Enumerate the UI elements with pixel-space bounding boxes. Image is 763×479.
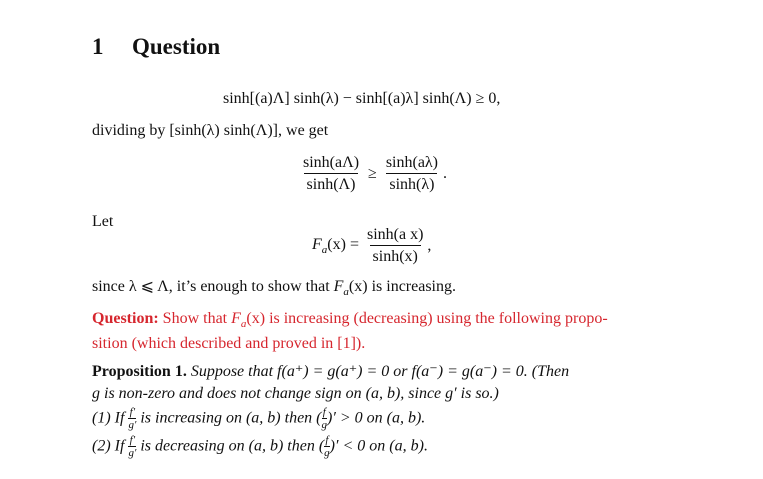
item-1-mid: is increasing on (a, b) then ( [136, 409, 322, 427]
proposition-block [92, 361, 569, 459]
since-line [92, 277, 456, 302]
proposition-line-1-text: Suppose that f(a⁺) = g(a⁺) = 0 or f(a⁻) = g(a⁻) = 0. (Then [186, 363, 570, 380]
eq2-right-fraction [383, 154, 441, 194]
proposition-item-2 [92, 435, 569, 459]
item-1-end: )′ > 0 on (a, b). [327, 409, 426, 427]
eq3-numerator: sinh(a x) [366, 226, 424, 243]
item-2-frac-num: f′ [129, 434, 136, 446]
item-2-frac-den: g′ [128, 447, 137, 459]
item-1-label: (1) [92, 409, 111, 427]
proposition-line-2: g is non-zero and does not change sign on (a, b), since g′ is so.) [92, 385, 499, 402]
question-text-post: (x) is increasing (decreasing) using the following propo- [246, 310, 608, 327]
eq3-fraction [364, 226, 426, 266]
section-number: 1 [92, 34, 104, 59]
question-block [92, 309, 608, 354]
eq2-right-denominator: sinh(λ) [386, 173, 437, 194]
since-line-pre: since λ ⩽ Λ, it’s enough to show that [92, 278, 334, 295]
since-line-F: F [333, 278, 344, 295]
eq2-left-numerator: sinh(aΛ) [303, 154, 360, 171]
question-text-pre: Show that [158, 310, 232, 327]
equation-2 [300, 154, 447, 194]
question-line-1 [92, 309, 608, 334]
since-line-F-sub: a [343, 286, 349, 299]
eq2-relation: ≥ [368, 165, 377, 182]
dividing-text [92, 121, 328, 141]
equation-3 [312, 226, 431, 266]
eq3-trail: , [427, 237, 432, 254]
question-label: Question: [92, 310, 159, 327]
item-2-end: )′ < 0 on (a, b). [329, 437, 428, 455]
section-title: Question [132, 34, 221, 59]
since-line-post: (x) is increasing. [348, 278, 456, 295]
eq2-right-numerator: sinh(aλ) [385, 154, 438, 171]
section-heading [92, 34, 220, 60]
item-1-if: If [110, 409, 129, 427]
let-word [92, 212, 113, 232]
dividing-text-content: dividing by [sinh(λ) sinh(Λ)], we get [92, 122, 329, 139]
equation-1-text: sinh[(a)Λ] sinh(λ) − sinh[(a)λ] sinh(Λ) ≥ 0, [223, 90, 501, 107]
eq3-lhs-arg: (x) = [327, 235, 359, 253]
item-1-frac2-den: g [321, 419, 327, 431]
proposition-line-1 [92, 361, 569, 383]
item-2-frac2-num: f [325, 434, 329, 446]
proposition-label: Proposition 1. [92, 363, 187, 380]
eq3-lhs-sub: a [321, 244, 328, 257]
item-2-frac2-den: g [324, 447, 330, 459]
item-1-frac-num: f′ [129, 406, 136, 418]
item-1-frac-den: g′ [128, 419, 137, 431]
proposition-item-1 [92, 407, 569, 431]
item-1-frac2-num: f [322, 406, 326, 418]
question-F: F [231, 310, 241, 327]
eq3-lhs [312, 236, 359, 256]
item-2-if: If [110, 437, 129, 455]
item-2-mid: is decreasing on (a, b) then ( [136, 437, 325, 455]
equation-1 [223, 90, 500, 108]
eq2-left-denominator: sinh(Λ) [304, 173, 359, 194]
let-word-text: Let [92, 213, 114, 230]
eq3-lhs-F: F [312, 235, 322, 253]
eq2-trail: . [443, 165, 447, 182]
eq3-denominator: sinh(x) [370, 245, 421, 266]
eq2-left-fraction [300, 154, 362, 194]
question-F-sub: a [240, 318, 247, 331]
question-line-2: sition (which described and proved in [1]). [92, 335, 366, 353]
item-2-label: (2) [92, 437, 111, 455]
